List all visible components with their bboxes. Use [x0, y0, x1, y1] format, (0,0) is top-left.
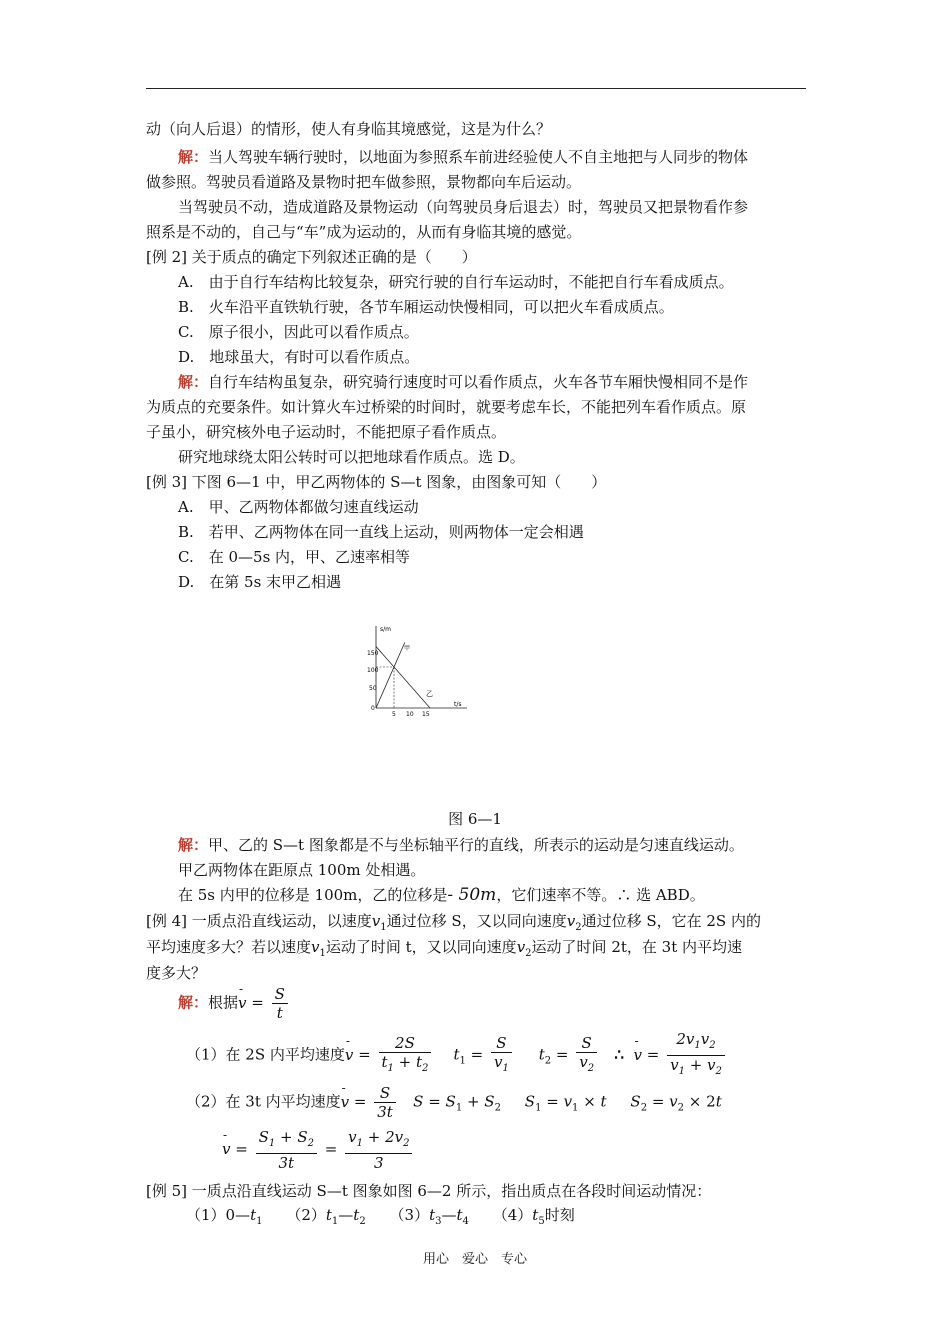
x-axis-label: t/s: [454, 701, 462, 708]
text-span: 运动了时间 2t，在 3t 内平均速: [531, 938, 742, 956]
y-tick-label: 50: [369, 685, 377, 692]
text-line: 研究地球绕太阳公转时可以把地球看作质点。选 D。: [178, 448, 525, 466]
text-line: $(1)0—t_1$ $(2)t_1—t_2$ $(3)t_3—t_4$ $(4)t_5$时刻: [186, 1206, 575, 1227]
y-tick-label: 150: [367, 650, 379, 657]
text-line: [例 3] 下图 6—1 中，甲乙两物体的 S—t 图象，由图象可知（ ）: [146, 473, 607, 491]
text-line: [178, 371, 748, 393]
y-tick-label: 100: [367, 667, 379, 674]
formula-line: （2）在 3t 内平均速度- v = $\frac{S}{3t}$ $S = S_1 + S_2$ $S_1 = v_1 \times t$ $S_2 = v_2 \times 2t$: [186, 1084, 722, 1121]
option-c: C. 在 0—5s 内，甲、乙速率相等: [178, 548, 411, 566]
text-line: 平均速度多大？若以速度$v_1$运动了时间 t，又以同向速度$v_2$运动了时间 2t，在 3t 内平均速: [146, 938, 742, 959]
text-line: 当驾驶员不动，造成道路及景物运动（向驾驶员身后退去）时，驾驶员又把景物看作参: [178, 198, 749, 216]
text-span: 在 5s 内甲的位移是 100m，乙的位移是: [178, 886, 448, 904]
solution-label: 解：: [178, 993, 209, 1012]
text-span: （4）: [492, 1206, 533, 1224]
text-span: （1）在 2S 内平均速度: [186, 1045, 345, 1064]
figure-caption: 图 6—1: [448, 810, 502, 828]
text-line: 照系是不动的，自己与“车”成为运动的，从而有身临其境的感觉。: [146, 223, 582, 241]
st-graph: [362, 620, 472, 720]
x-tick-label: 10: [406, 711, 414, 718]
text-span: 通过位移 S，又以同向速度: [386, 912, 567, 930]
text-span: （2）: [286, 1206, 326, 1224]
text-span: 运动了时间 t，又以同向速度: [325, 938, 517, 956]
page-footer: 用心 爱心 专心: [422, 1252, 527, 1267]
option-d: D. 地球虽大，有时可以看作质点。: [178, 348, 420, 366]
header-rule: [146, 88, 806, 89]
text-line: 甲乙两物体在距原点 100m 处相遇。: [178, 861, 426, 879]
text-line: [例 2] 关于质点的确定下列叙述正确的是（ ）: [146, 248, 477, 266]
option-a: A. 由于自行车结构比较复杂，研究行驶的自行车运动时，不能把自行车看成质点。: [178, 273, 734, 291]
text-span: 当人驾驶车辆行驶时，以地面为参照系车前进经验使人不自主地把与人同步的物体: [208, 148, 749, 166]
text-line: 动（向人后退）的情形，使人有身临其境感觉，这是为什么？: [146, 120, 552, 138]
text-line: 为质点的充要条件。如计算火车过桥梁的时间时，就要考虑车长，不能把列车看作质点。原: [146, 398, 747, 416]
text-span: 通过位移 S，它在 2S 内的: [581, 912, 761, 930]
option-b: B. 火车沿平直铁轨行驶，各节车厢运动快慢相同，可以把火车看成质点。: [178, 298, 674, 316]
text-span: （1）0—: [186, 1206, 251, 1224]
text-span: （2）在 3t 内平均速度: [186, 1092, 341, 1111]
option-d: D. 在第 5s 末甲乙相遇: [178, 573, 342, 591]
text-span: 平均速度多大？若以速度: [146, 938, 312, 956]
text-line: [例 4] 一质点沿直线运动，以速度$v_1$通过位移 S，又以同向速度$v_2$通过位移 S，它在 2S 内的: [146, 912, 761, 933]
text-span: （3）: [389, 1206, 430, 1224]
text-line: 做参照。驾驶员看道路及景物时把车做参照，景物都向车后运动。: [146, 173, 582, 191]
solution-label: 解：: [178, 148, 209, 166]
text-span: ，它们速率不等。∴ 选 ABD。: [496, 886, 705, 904]
math-value: - 50m: [447, 885, 497, 905]
text-line: [例 5] 一质点沿直线运动 S—t 图象如图 6—2 所示，指出质点在各段时间运动情况：: [146, 1182, 712, 1200]
x-tick-label: 15: [422, 711, 430, 718]
text-span: 时刻: [544, 1206, 575, 1224]
y-axis-label: s/m: [380, 626, 391, 633]
x-tick-label: 5: [392, 711, 396, 718]
series-label-yi: 乙: [426, 690, 433, 698]
series-label-jia: 甲: [404, 645, 411, 652]
text-span: [例 4] 一质点沿直线运动，以速度: [146, 912, 372, 930]
formula-line: - v = $\frac{S_1 + S_2}{3t}$ = $\frac{v_1 + 2v_2}{3}$: [222, 1128, 415, 1172]
text-span: 根据: [208, 993, 239, 1012]
text-line: 度多大？: [146, 964, 207, 982]
text-span: 甲、乙的 S—t 图象都是不与坐标轴平行的直线，所表示的运动是匀速直线运动。: [208, 836, 744, 854]
text-span: 自行车结构虽复杂，研究骑行速度时可以看作质点，火车各节车厢快慢相同不是作: [208, 373, 749, 391]
text-line: 子虽小，研究核外电子运动时，不能把原子看作质点。: [146, 423, 507, 441]
option-a: A. 甲、乙两物体都做匀速直线运动: [178, 498, 419, 516]
option-c: C. 原子很小，因此可以看作质点。: [178, 323, 419, 341]
text-line: [178, 834, 744, 856]
text-line: [178, 884, 705, 906]
series-line-jia: [376, 642, 405, 708]
formula-line: 解：根据- v = $\frac{S}{t}$: [178, 985, 291, 1022]
solution-label: 解：: [178, 373, 209, 391]
text-line: [178, 146, 748, 168]
option-b: B. 若甲、乙两物体在同一直线上运动，则两物体一定会相遇: [178, 523, 584, 541]
formula-line: （1）在 2S 内平均速度- v = $\frac{2S}{t_1 + t_2}$ $t_1$ = $\frac{S}{v_1}$ $t_2$ = $\frac{S}{v_2}$ ∴ - v = $\frac{2v_1v_2}{v_1 + v_2}$: [186, 1030, 728, 1081]
series-line-yi: [376, 647, 430, 709]
solution-label: 解：: [178, 836, 209, 854]
y-tick-label: 0: [371, 705, 375, 712]
